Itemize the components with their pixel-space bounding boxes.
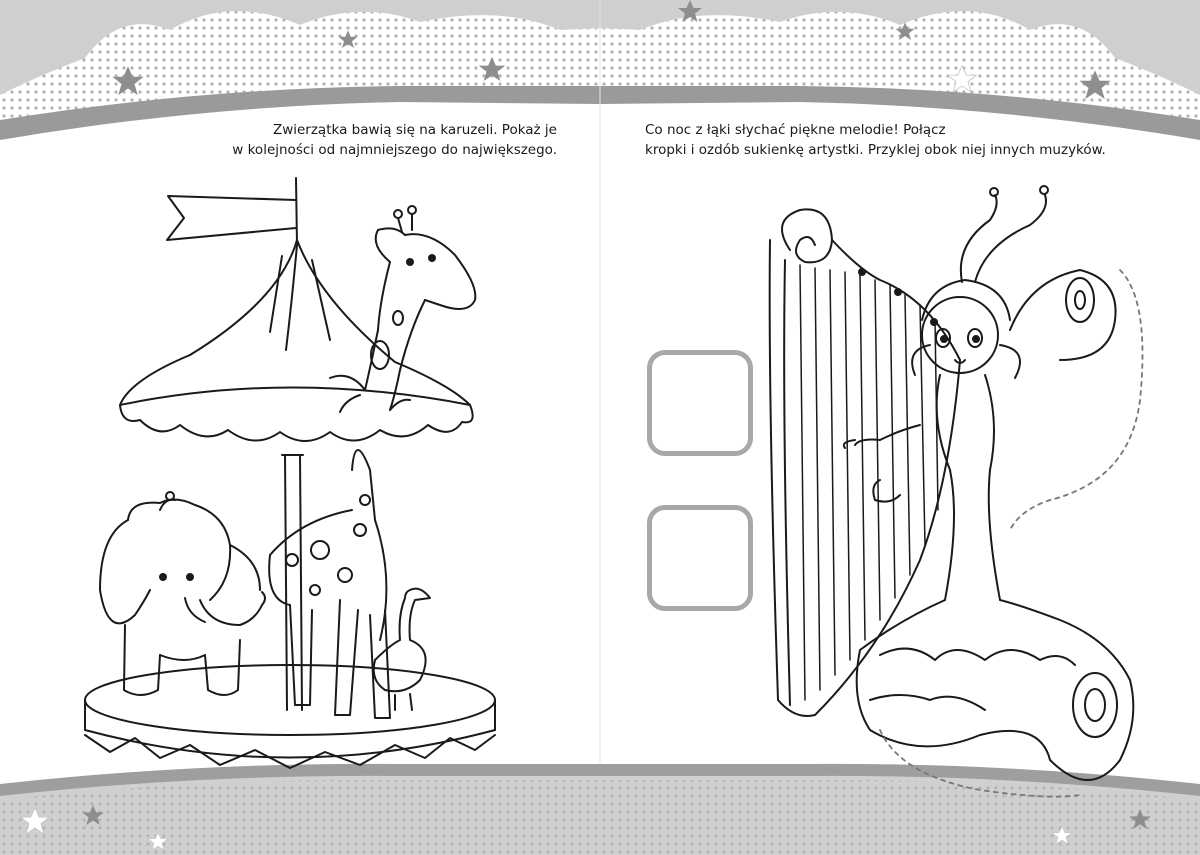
right-instruction-line-1: Co noc z łąki słychać piękne melodie! Połącz xyxy=(645,122,946,138)
right-instruction-line-2: kropki i ozdób sukienkę artystki. Przyklej obok niej innych muzyków. xyxy=(645,142,1106,158)
carousel-illustration[interactable] xyxy=(85,178,495,768)
sticker-slot-1[interactable] xyxy=(647,350,753,456)
left-instruction-line-2: w kolejności od najmniejszego do największego. xyxy=(232,142,557,158)
harp-fairy-illustration[interactable] xyxy=(770,186,1143,797)
sticker-slot-2[interactable] xyxy=(647,505,753,611)
left-instruction-line-1: Zwierzątka bawią się na karuzeli. Pokaż je xyxy=(272,122,557,138)
